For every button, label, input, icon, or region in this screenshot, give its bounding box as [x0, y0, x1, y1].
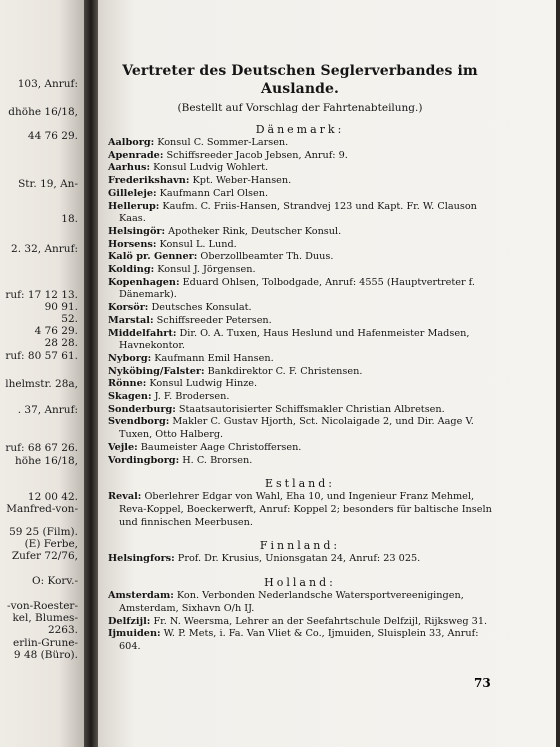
entry-place: Ijmuiden:: [108, 628, 161, 640]
left-page-line: 4 76 29.: [34, 325, 78, 337]
entry-place: Reval:: [108, 491, 142, 503]
entry-text: Kaufmann Emil Hansen.: [151, 352, 274, 364]
left-page-line: ruf: 17 12 13.: [5, 289, 78, 301]
entry: [108, 264, 492, 277]
entry: [108, 404, 492, 417]
left-page-line: 12 00 42.: [27, 491, 78, 503]
left-page-line: 2. 32, Anruf:: [11, 243, 78, 255]
entry-place: Vejle:: [108, 441, 138, 453]
left-page-line: 28 28.: [44, 337, 78, 349]
entry-place: Kolding:: [108, 264, 155, 276]
left-page-line: 90 91.: [44, 301, 78, 313]
entry-text: Oberzollbeamter Th. Duus.: [197, 251, 334, 263]
entry-place: Kopenhagen:: [108, 276, 180, 288]
left-page-line: . 37, Anruf:: [17, 404, 78, 416]
left-page-line: -von-Roester-: [7, 600, 78, 612]
page-number: 73: [474, 676, 491, 690]
entry-text: Fr. N. Weersma, Lehrer an der Seefahrtschule Delfzijl, Rijksweg 31.: [150, 615, 488, 627]
entry: [108, 315, 492, 328]
left-page-line: (E) Ferbe,: [24, 538, 78, 550]
entry: [108, 302, 492, 315]
left-page-line: Zufer 72/76,: [11, 550, 78, 562]
entry: [108, 442, 492, 455]
entry-text: Deutsches Konsulat.: [148, 302, 252, 314]
left-page-line: 52.: [61, 313, 78, 325]
left-page-line: höhe 16/18,: [15, 455, 78, 467]
entry-text: Konsul Ludwig Hinze.: [146, 378, 258, 390]
entry-place: Skagen:: [108, 391, 152, 403]
entry: [108, 251, 492, 264]
entry-place: Nyköbing/Falster:: [108, 365, 205, 377]
entry-text: Konsul Ludvig Wohlert.: [150, 162, 269, 174]
entry: [108, 175, 492, 188]
left-page-line: Manfred-von-: [6, 503, 78, 515]
entry: [108, 391, 492, 404]
entry-place: Sonderburg:: [108, 403, 176, 415]
entry: [108, 239, 492, 252]
entry: [108, 553, 492, 566]
entry: [108, 201, 492, 226]
entry-text: Kaufmann Carl Olsen.: [156, 187, 269, 199]
entry-place: Amsterdam:: [108, 590, 174, 602]
entry-text: Schiffsreeder Jacob Jebsen, Anruf: 9.: [163, 149, 348, 161]
entry: [108, 616, 492, 629]
entry-text: Kpt. Weber-Hansen.: [189, 175, 292, 187]
left-page-line: 2263.: [47, 624, 78, 636]
entry-text: Kaufm. C. Friis-Hansen, Strandvej 123 und Kapt. Fr. W. Clauson Kaas.: [119, 200, 477, 225]
left-page-line: 9 48 (Büro).: [13, 649, 78, 661]
page-heading: Vertreter des Deutschen Seglerverbandes im Auslande.: [122, 63, 478, 97]
left-page-line: ruf: 68 67 26.: [5, 442, 78, 454]
entry-text: Eduard Ohlsen, Tolbodgade, Anruf: 4555 (Hauptvertreter f. Dänemark).: [119, 276, 475, 301]
book-gutter: [84, 0, 98, 747]
entry-place: Helsingfors:: [108, 553, 175, 565]
entry-place: Hellerup:: [108, 200, 160, 212]
entry-place: Nyborg:: [108, 352, 152, 364]
entry-place: Korsör:: [108, 302, 149, 314]
entry-place: Apenrade:: [108, 149, 164, 161]
entry-text: Kon. Verbonden Nederlandsche Watersportvereenigingen, Amsterdam, Sixhavn O/h IJ.: [119, 590, 464, 614]
entry-place: Kalö pr. Genner:: [108, 251, 198, 263]
entry-place: Helsingör:: [108, 225, 166, 237]
entry-text: Prof. Dr. Krusius, Unionsgatan 24, Anruf: 23 025.: [174, 553, 421, 565]
entry-place: Aalborg:: [108, 137, 155, 148]
entry-place: Horsens:: [108, 238, 157, 250]
region-heading-holland: Holland:: [264, 576, 336, 590]
region-heading-finland: Finnland:: [259, 539, 341, 553]
entry-place: Rönne:: [108, 378, 147, 390]
entry: [108, 378, 492, 391]
entry-place: Gilleleje:: [108, 187, 157, 199]
entry-place: Middelfahrt:: [108, 327, 177, 339]
entry-text: H. C. Brorsen.: [179, 454, 253, 466]
left-page-line: 103, Anruf:: [17, 78, 78, 90]
entry-text: Schiffsreeder Petersen.: [153, 314, 272, 326]
entry-text: Oberlehrer Edgar von Wahl, Eha 10, und Ingenieur Franz Mehmel, Reva-Koppel, Boeckerwerft, Anruf: Koppel 2; besonders für baltische Inseln und finnischen Meerbusen.: [119, 491, 492, 528]
entry-text: Konsul J. Jörgensen.: [154, 264, 256, 276]
left-page-line: 59 25 (Film).: [9, 526, 78, 538]
entry-text: Konsul C. Sommer-Larsen.: [154, 137, 289, 148]
entry-text: Makler C. Gustav Hjorth, Sct. Nicolaigade 2, und Dir. Aage V. Tuxen, Otto Halberg.: [119, 416, 474, 441]
entry: [108, 328, 492, 353]
entry: [108, 353, 492, 366]
left-page-line: kel, Blumes-: [12, 612, 78, 624]
entry: [108, 590, 492, 615]
entry-place: Svendborg:: [108, 416, 170, 428]
entry: [108, 416, 492, 441]
left-page-line: Str. 19, An-: [18, 178, 78, 190]
entry: [108, 455, 492, 468]
entry-place: Delfzijl:: [108, 615, 151, 627]
left-page-line: dhöhe 16/18,: [8, 106, 78, 118]
entry: [108, 137, 492, 150]
entry-text: Apotheker Rink, Deutscher Konsul.: [165, 225, 342, 237]
left-page: [0, 0, 84, 747]
entry-text: J. F. Brodersen.: [151, 391, 230, 403]
entry-place: Marstal:: [108, 314, 154, 326]
entry: [108, 150, 492, 163]
entry: [108, 277, 492, 302]
entry-text: Staatsautorisierter Schiffsmakler Christian Albretsen.: [175, 403, 445, 415]
entry-text: Baumeister Aage Christoffersen.: [137, 441, 302, 453]
entry-place: Vordingborg:: [108, 454, 180, 466]
entry: [108, 226, 492, 239]
entry-text: W. P. Mets, i. Fa. Van Vliet & Co., Ijmuiden, Sluisplein 33, Anruf: 604.: [119, 628, 479, 652]
left-page-line: ruf: 80 57 61.: [5, 350, 78, 362]
left-page-line: 44 76 29.: [27, 130, 78, 142]
entry-place: Aarhus:: [108, 162, 151, 174]
entry: [108, 188, 492, 201]
entry: [108, 366, 492, 379]
region-heading-denmark: Dänemark:: [255, 123, 345, 136]
entry-place: Frederikshavn:: [108, 175, 190, 187]
page-subheading: (Bestellt auf Vorschlag der Fahrtenabteilung.): [177, 102, 423, 114]
entry: [108, 628, 492, 653]
entry: [108, 162, 492, 175]
left-page-line: erlin-Grune-: [13, 637, 78, 649]
left-page-line: lhelmstr. 28a,: [5, 378, 78, 390]
right-page: [98, 0, 556, 747]
left-page-line: O: Korv.-: [32, 575, 78, 587]
entry-text: Dir. O. A. Tuxen, Haus Heslund und Hafenmeister Madsen, Havnekontor.: [119, 327, 470, 352]
region-heading-estonia: Estland:: [264, 477, 335, 491]
entry-text: Bankdirektor C. F. Christensen.: [204, 365, 363, 377]
entry: [108, 491, 492, 529]
entry-text: Konsul L. Lund.: [156, 238, 237, 250]
page-content: [108, 62, 492, 654]
left-page-line: 18.: [61, 213, 78, 225]
